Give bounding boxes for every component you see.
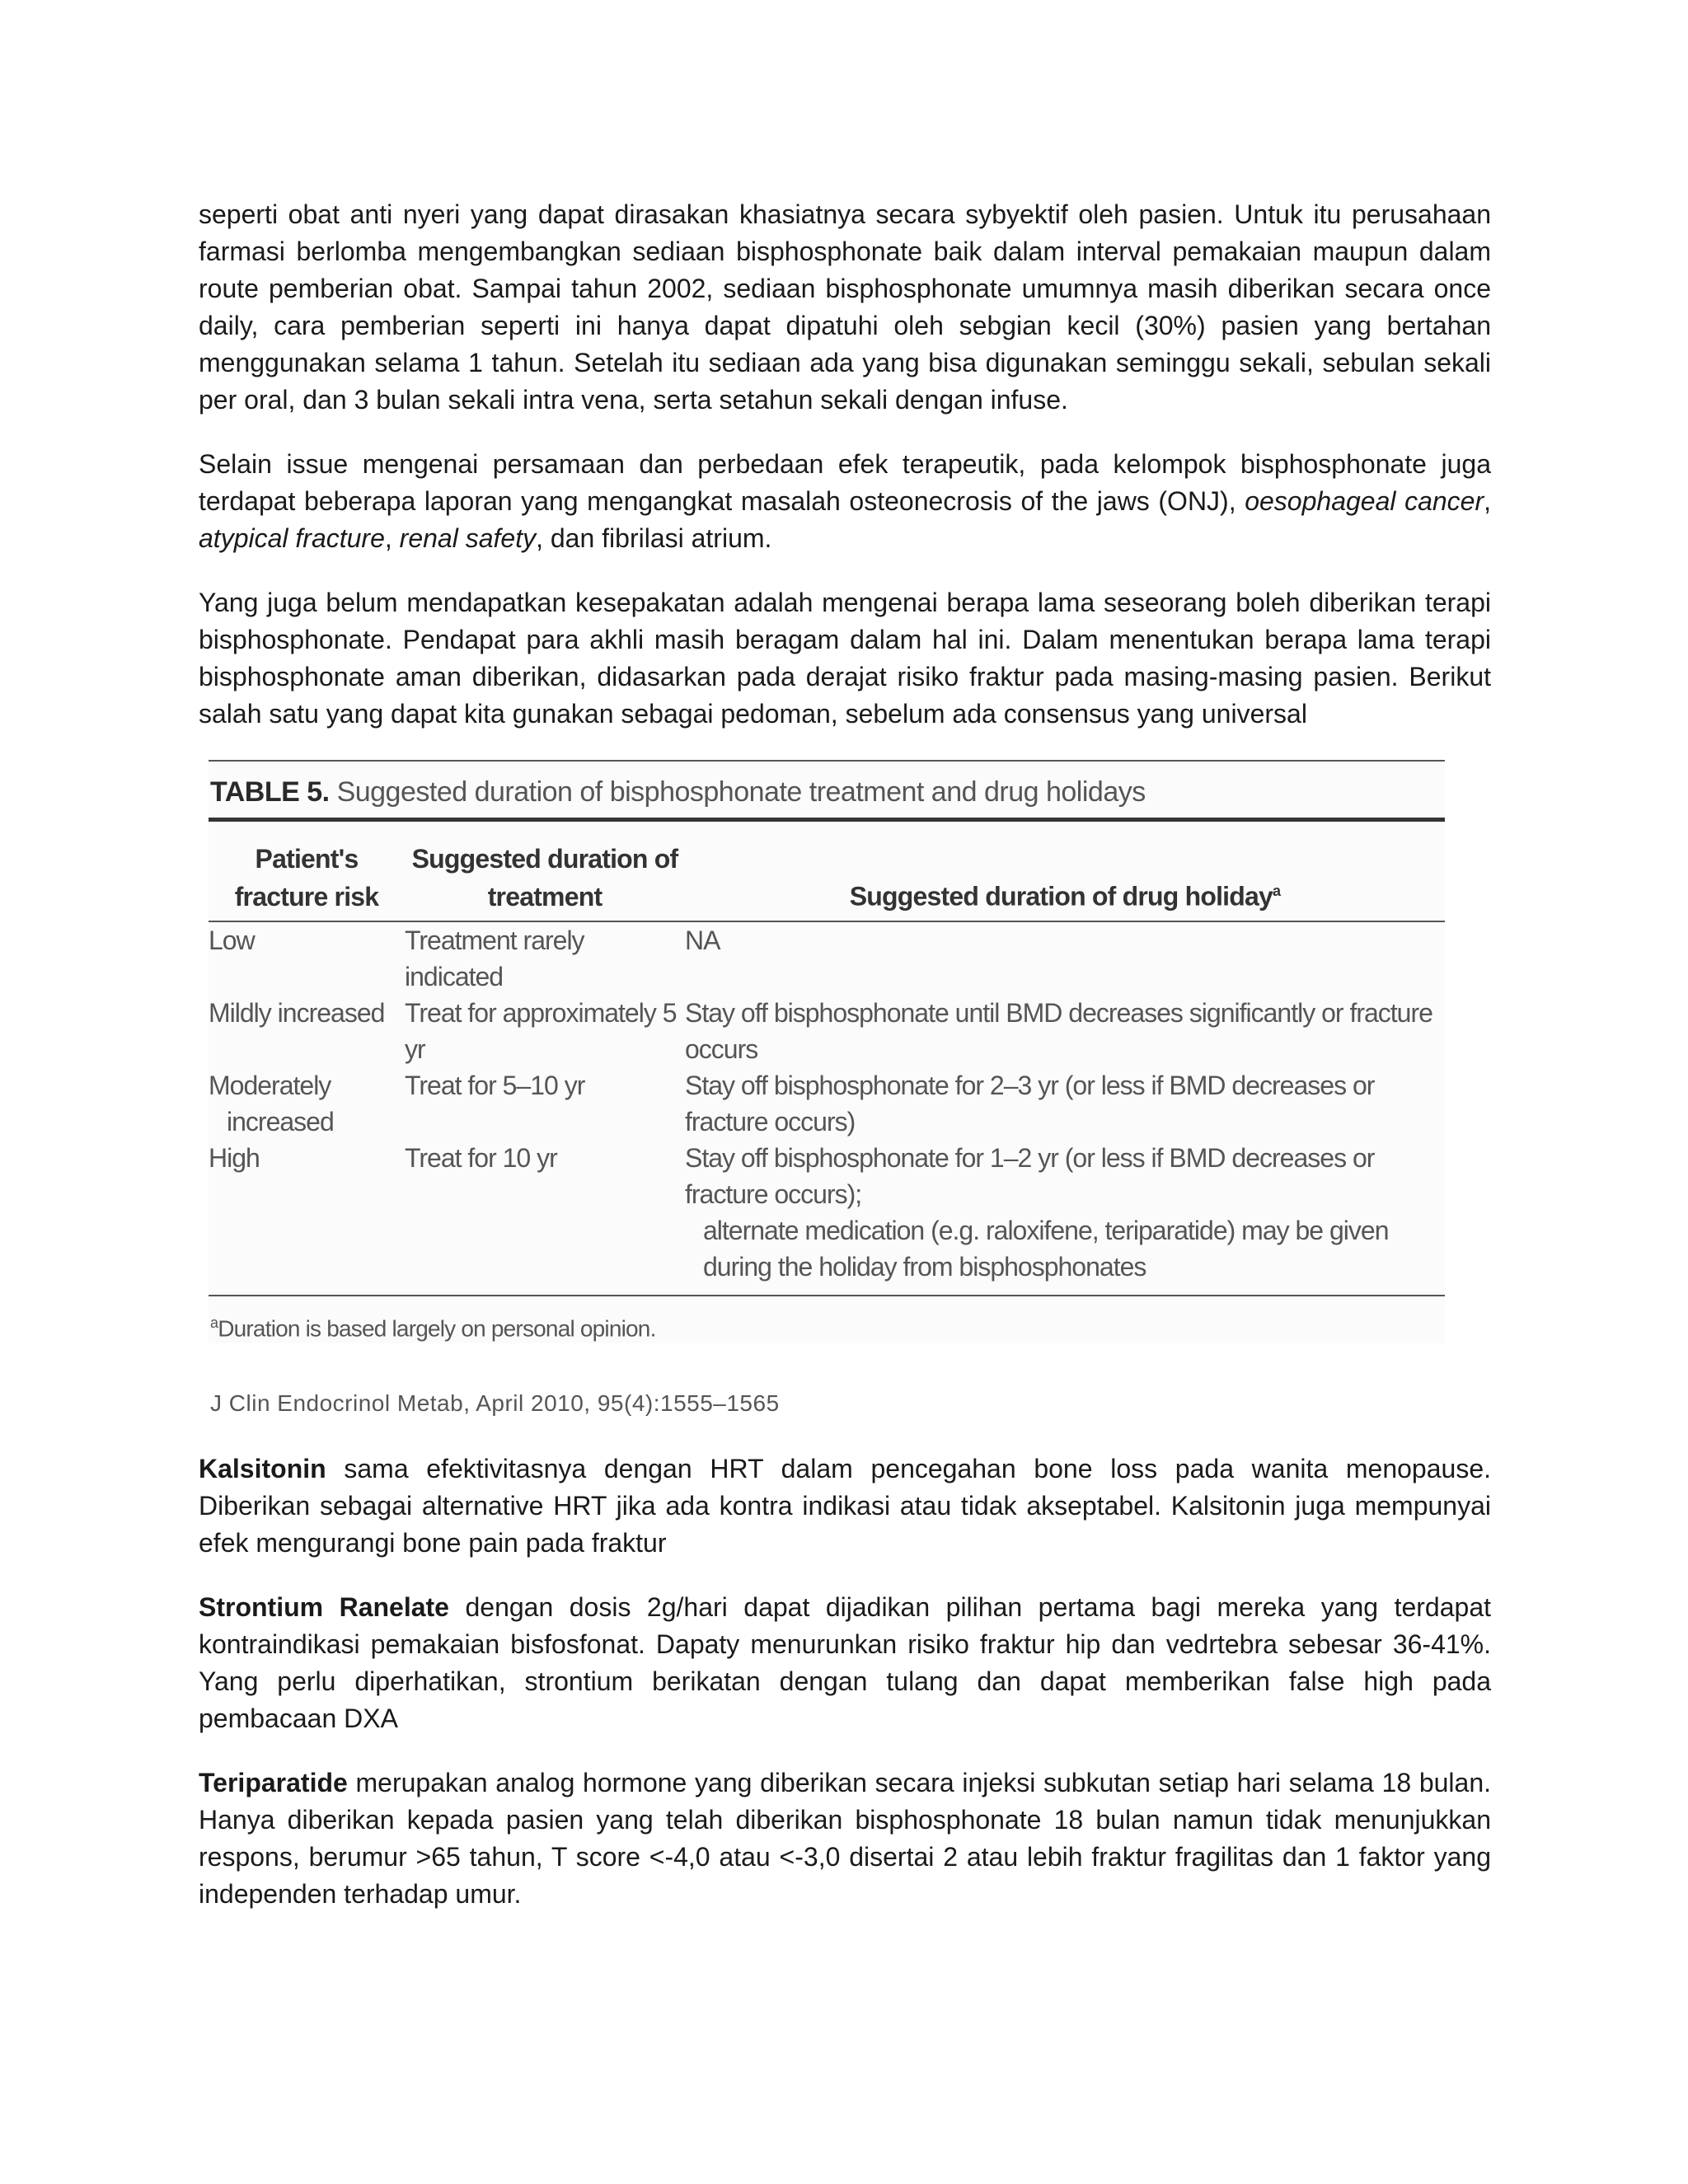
- table-label: TABLE 5.: [210, 776, 330, 808]
- drug-name: Teriparatide: [199, 1768, 348, 1798]
- cell-treatment: Treatment rarely indicated: [405, 926, 584, 991]
- citation: J Clin Endocrinol Metab, April 2010, 95(4):1555–1565: [210, 1390, 780, 1417]
- drug-name: Kalsitonin: [199, 1454, 326, 1484]
- drug-description: dengan dosis 2g/hari dapat dijadikan pilihan pertama bagi mereka yang terdapat kontraindikasi pemakaian bisfosfonat. Dapaty menurunkan risiko fraktur hip dan vedrtebra sebesar 36-41%. Yang perlu diperhatikan, strontium berikatan dengan tulang dan dapat memberikan false high pada pembacaan DXA: [199, 1592, 1492, 1734]
- italic-term: atypical fracture: [199, 523, 385, 553]
- cell-holiday: NA: [685, 926, 720, 955]
- paragraph-kalsitonin: [199, 1451, 1491, 1562]
- table-row: [209, 1067, 1445, 1140]
- paragraph-text: , dan fibrilasi atrium.: [536, 523, 772, 553]
- cell-text-continued: increased: [227, 1107, 334, 1137]
- cell-treatment: Treat for 5–10 yr: [405, 1071, 585, 1100]
- cell-risk: Mildly increased: [209, 998, 385, 1028]
- paragraph-strontium: [199, 1589, 1491, 1737]
- paragraph-teriparatide: [199, 1765, 1491, 1913]
- footnote-marker: a: [210, 1315, 218, 1331]
- italic-term: oesophageal cancer: [1245, 486, 1484, 516]
- cell-risk: [209, 1067, 405, 1140]
- cell-treatment: Treat for 10 yr: [405, 1143, 557, 1173]
- cell-risk: Low: [209, 926, 255, 955]
- paragraph-text: Selain issue mengenai persamaan dan perbedaan efek terapeutik, pada kelompok bisphosphonate juga terdapat beberapa laporan yang mengangkat masalah osteonecrosis of the jaws (ONJ),: [199, 449, 1491, 516]
- footnote-text: Duration is based largely on personal opinion.: [218, 1315, 656, 1342]
- table-footnote: [209, 1296, 1445, 1343]
- table-row: [209, 995, 1445, 1067]
- header-text: Suggested duration of drug holiday: [849, 882, 1273, 912]
- drug-description: merupakan analog hormone yang diberikan secara injeksi subkutan setiap hari selama 18 bulan. Hanya diberikan kepada pasien yang telah diberikan bisphosphonate 18 bulan namun tidak menunjukkan respons, berumur >65 tahun, T score <-4,0 atau <-3,0 disertai 2 atau lebih fraktur fragilitas dan 1 faktor yang independen terhadap umur.: [199, 1768, 1491, 1910]
- footnote-marker: a: [1273, 883, 1281, 900]
- drug-description: sama efektivitasnya dengan HRT dalam pencegahan bone loss pada wanita menopause. Diberikan sebagai alternative HRT jika ada kontra indikasi atau tidak akseptabel. Kalsitonin juga mempunyai efek mengurangi bone pain pada fraktur: [199, 1454, 1491, 1558]
- separator: ,: [384, 523, 400, 553]
- paragraph-adverse-issues: [199, 446, 1491, 557]
- table-header-row: [209, 822, 1445, 921]
- cell-risk: High: [209, 1143, 260, 1173]
- column-header-risk: Patient's fracture risk: [234, 844, 379, 912]
- cell-holiday: Stay off bisphosphonate for 2–3 yr (or less if BMD decreases or fracture occurs): [685, 1071, 1375, 1137]
- cell-text: Stay off bisphosphonate for 1–2 yr (or less if BMD decreases or fracture occurs);: [685, 1143, 1375, 1209]
- treatment-duration-table: [209, 822, 1445, 1295]
- table-row: [209, 921, 1445, 995]
- drug-name: Strontium Ranelate: [199, 1592, 449, 1623]
- table-figure: [209, 760, 1445, 1343]
- document-body: [199, 196, 1491, 1940]
- cell-holiday: [685, 1140, 1445, 1295]
- column-header-treatment: Suggested duration of treatment: [411, 844, 678, 912]
- table-caption: Suggested duration of bisphosphonate treatment and drug holidays: [336, 776, 1146, 808]
- paragraph-bisphosphonate-dosing: seperti obat anti nyeri yang dapat dirasakan khasiatnya secara sybyektif oleh pasien. Untuk itu perusahaan farmasi berlomba mengembangkan sediaan bisphosphonate baik dalam interval pemakaian maupun dalam route pemberian obat. Sampai tahun 2002, sediaan bisphosphonate umumnya masih diberikan secara once daily, cara pemberian seperti ini hanya dapat dipatuhi oleh sebgian kecil (30%) pasien yang bertahan menggunakan selama 1 tahun. Setelah itu sediaan ada yang bisa digunakan seminggu sekali, sebulan sekali per oral, dan 3 bulan sekali intra vena, serta setahun sekali dengan infuse.: [199, 199, 1491, 415]
- italic-term: renal safety: [399, 523, 537, 553]
- cell-holiday: Stay off bisphosphonate until BMD decreases significantly or fracture occurs: [685, 998, 1432, 1064]
- column-header-holiday: [685, 822, 1445, 921]
- paragraph-treatment-duration: Yang juga belum mendapatkan kesepakatan adalah mengenai berapa lama seseorang boleh diberikan terapi bisphosphonate. Pendapat para akhli masih beragam dalam hal ini. Dalam menentukan berapa lama terapi bisphosphonate aman diberikan, didasarkan pada derajat risiko fraktur pada masing-masing pasien. Berikut salah satu yang dapat kita gunakan sebagai pedoman, sebelum ada consensus yang universal: [199, 588, 1491, 729]
- cell-text-continued: alternate medication (e.g. raloxifene, teriparatide) may be given during the holiday from bisphosphonates: [703, 1216, 1389, 1282]
- table-row: [209, 1140, 1445, 1295]
- table-title: [209, 762, 1445, 818]
- cell-treatment: Treat for approximately 5 yr: [405, 998, 677, 1064]
- separator: ,: [1484, 486, 1492, 516]
- cell-text: Moderately: [209, 1071, 331, 1100]
